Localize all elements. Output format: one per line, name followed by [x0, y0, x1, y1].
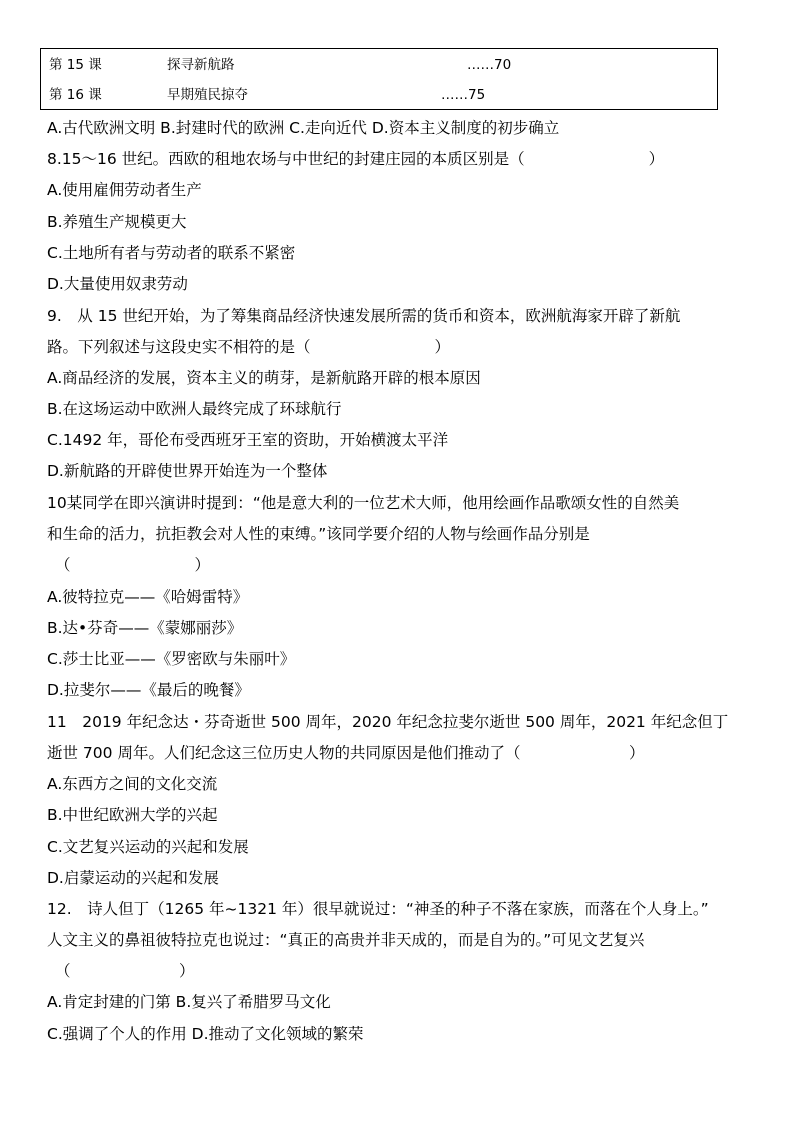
q10-answer-blank: （ ） — [55, 556, 211, 574]
q10-option-c: C.莎士比亚——《罗密欧与朱丽叶》 — [47, 650, 296, 668]
q9-option-b: B.在这场运动中欧洲人最终完成了环球航行 — [47, 400, 342, 418]
q12-options-line1: A.肯定封建的门第 B.复兴了希腊罗马文化 — [47, 993, 331, 1011]
q8-option-a: A.使用雇佣劳动者生产 — [47, 181, 202, 199]
q10-stem-line2: 和生命的活力，抗拒教会对人性的束缚。”该同学要介绍的人物与绘画作品分别是 — [47, 525, 590, 543]
q11-option-d: D.启蒙运动的兴起和发展 — [47, 869, 219, 887]
q8-option-c: C.土地所有者与劳动者的联系不紧密 — [47, 244, 296, 262]
q9-stem-line1: 9. 从 15 世纪开始，为了筹集商品经济快速发展所需的货币和资本，欧洲航海家开辟了新航 — [47, 307, 681, 325]
q12-options-line2: C.强调了个人的作用 D.推动了文化领域的繁荣 — [47, 1025, 364, 1043]
q10-option-d: D.拉斐尔——《最后的晚餐》 — [47, 681, 250, 699]
q9-stem-line2: 路。下列叙述与这段史实不相符的是（ ） — [47, 338, 451, 356]
lesson-number: 第 16 课 — [49, 87, 102, 103]
q12-stem-line1: 12. 诗人但丁（1265 年~1321 年）很早就说过：“神圣的种子不落在家族，而落在个人身上。” — [47, 900, 709, 918]
q9-option-a: A.商品经济的发展，资本主义的萌芽，是新航路开辟的根本原因 — [47, 369, 481, 387]
lesson-title: 早期殖民掠夺 — [167, 87, 248, 103]
q11-option-b: B.中世纪欧洲大学的兴起 — [47, 806, 218, 824]
q8-stem: 8.15～16 世纪。西欧的租地农场与中世纪的封建庄园的本质区别是（ ） — [47, 150, 665, 168]
q9-option-c: C.1492 年，哥伦布受西班牙王室的资助，开始横渡太平洋 — [47, 431, 449, 449]
lesson-page: ……70 — [467, 57, 512, 73]
q11-option-a: A.东西方之间的文化交流 — [47, 775, 218, 793]
lesson-title: 探寻新航路 — [167, 57, 235, 73]
q7-options: A.古代欧洲文明 B.封建时代的欧洲 C.走向近代 D.资本主义制度的初步确立 — [47, 119, 560, 137]
lesson-number: 第 15 课 — [49, 57, 102, 73]
q12-stem-line2: 人文主义的鼻祖彼特拉克也说过：“真正的高贵并非天成的，而是自为的。”可见文艺复兴 — [47, 931, 645, 949]
q10-option-a: A.彼特拉克——《哈姆雷特》 — [47, 588, 249, 606]
q11-stem-line1: 11 2019 年纪念达・芬奇逝世 500 周年，2020 年纪念拉斐尔逝世 500 周年，2021 年纪念但丁 — [47, 713, 729, 731]
toc-row — [41, 50, 717, 80]
q10-option-b: B.达•芬奇——《蒙娜丽莎》 — [47, 619, 243, 637]
q10-stem-line1: 10某同学在即兴演讲时提到：“他是意大利的一位艺术大师，他用绘画作品歌颂女性的自然美 — [47, 494, 680, 512]
q12-answer-blank: （ ） — [55, 962, 195, 980]
table-of-contents — [40, 48, 718, 110]
q11-option-c: C.文艺复兴运动的兴起和发展 — [47, 838, 249, 856]
toc-row — [41, 80, 717, 110]
q11-stem-line2: 逝世 700 周年。人们纪念这三位历史人物的共同原因是他们推动了（ ） — [47, 744, 645, 762]
q8-option-b: B.养殖生产规模更大 — [47, 213, 187, 231]
q9-option-d: D.新航路的开辟使世界开始连为一个整体 — [47, 462, 328, 480]
lesson-page: ……75 — [441, 87, 486, 103]
q8-option-d: D.大量使用奴隶劳动 — [47, 275, 188, 293]
